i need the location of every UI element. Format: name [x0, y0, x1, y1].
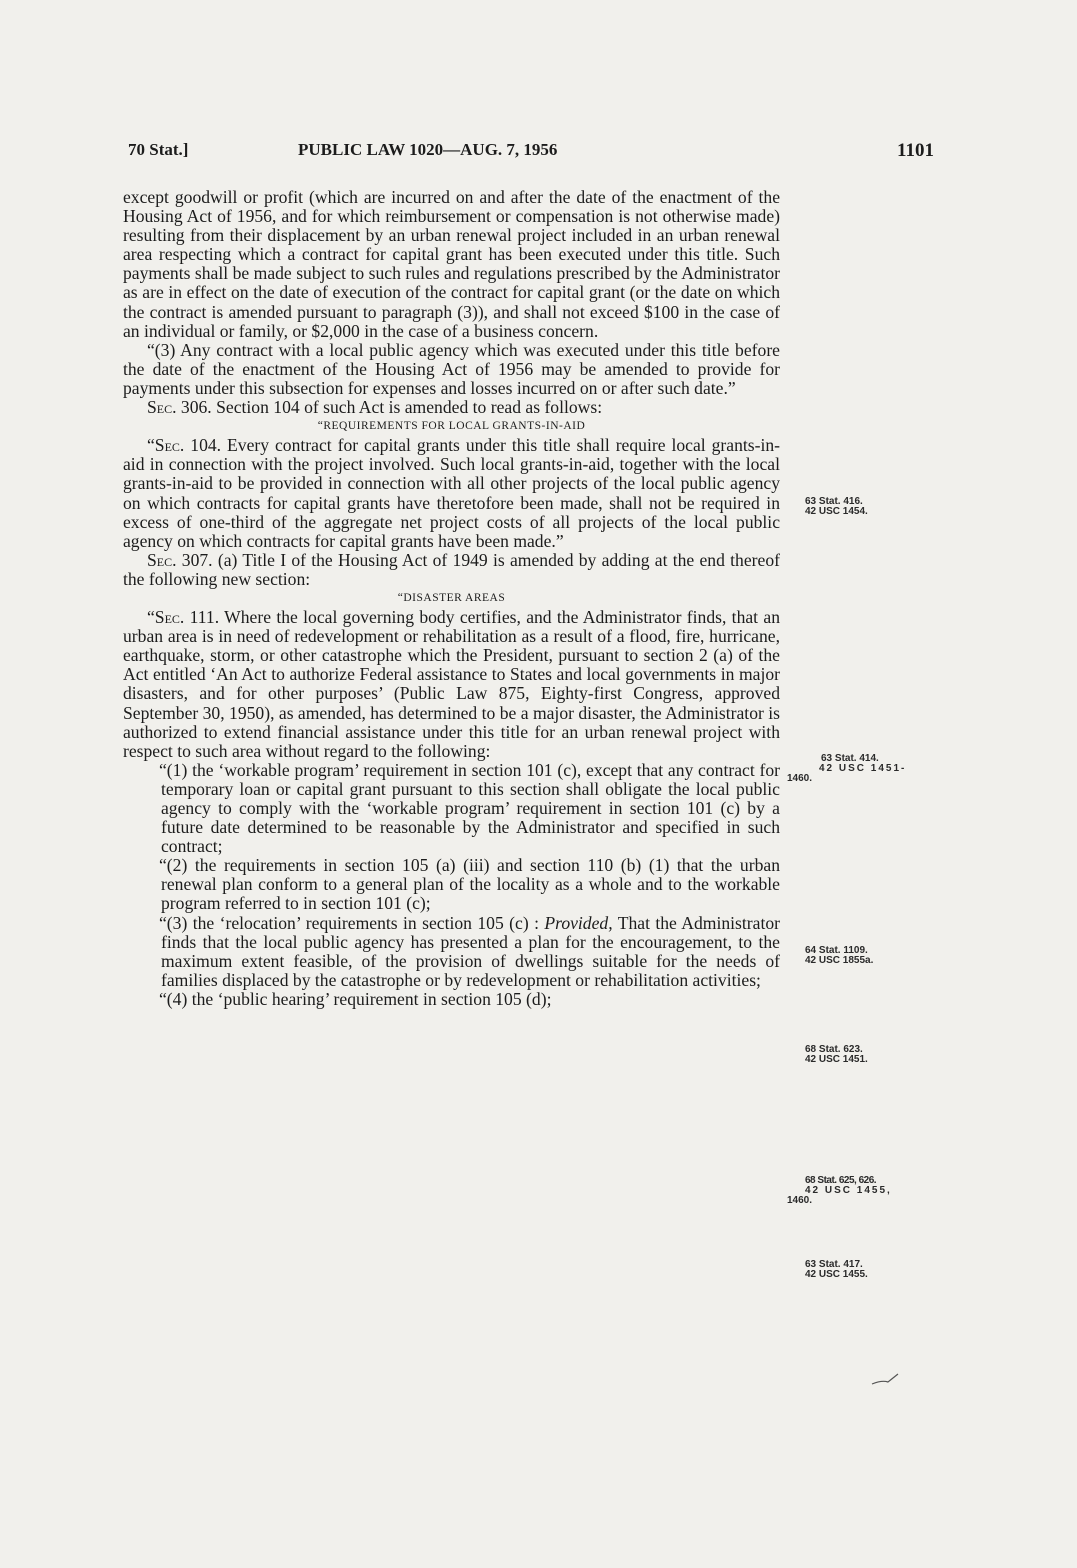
margin-note: [805, 946, 925, 966]
margin-note-line: 42 USC 1451-: [819, 763, 907, 774]
margin-note: [787, 753, 925, 784]
list-item: “(2) the requirements in section 105 (a) (iii) and section 110 (b) (1) that the urban renewal plan conform to a general plan of the locality as a whole and to the workable program referred to in section 101 (c);: [159, 855, 780, 914]
paragraph-subsection-3: “(3) Any contract with a local public agency which was executed under this title before the date of the enactment of the Housing Act of 1956 may be amended to provide for payments under this subsection for expenses and losses incurred on or after such date.”: [123, 339, 780, 398]
heading-disaster-areas: “DISASTER AREAS: [397, 591, 506, 604]
paragraph-sec-306: [123, 398, 780, 417]
section-text: Section 104 of such Act is amended to read as follows:: [211, 397, 603, 418]
margin-note-line: 42 USC 1454.: [805, 506, 868, 517]
body-text: [123, 188, 780, 1009]
section-text: Every contract for capital grants under this title shall require local grants-in-aid in connection with the project involved. Such local grants-in-aid, together with the local grants-in-aid to be provided in connection with all other projects of the local public agency on which contracts for capital grants have theretofore been made, shall not be required in excess of one-third of the aggregate net project costs of all projects of the local public agency on which contracts for capital grants have been made.”: [123, 435, 781, 551]
margin-note: [787, 1175, 925, 1206]
list-item: [123, 914, 780, 990]
margin-note-line: 68 Stat. 625, 626.: [805, 1175, 877, 1186]
margin-note-line: 1460.: [787, 773, 813, 784]
margin-note-line: 64 Stat. 1109.: [805, 945, 868, 956]
section-label: Sec. 307.: [147, 549, 213, 570]
paragraph-continuation: except goodwill or profit (which are incurred on and after the date of the enactment of the Housing Act of 1956, and for which reimbursement or compensation is not otherwise made) resulting from their displacement by an urban renewal project included in an urban renewal area respecting which a contract for capital grant has been executed under this title. Such payments shall be made subject to such rules and regulations prescribed by the Administrator as are in effect on the date of execution of the contract for capital grant (or the date on which the contract is amended pursuant to paragraph (3)), and shall not exceed $100 in the case of an individual or family, or $2,000 in the case of a business concern.: [123, 187, 780, 341]
section-text: Where the local governing body certifies, and the Administrator finds, that an urban area is in need of redevelopment or rehabilitation as a result of a flood, fire, hurricane, earthquake, storm, or other catastrophe which the President, pursuant to section 2 (a) of the Act entitled ‘An Act to authorize Federal assistance to States and local governments in major disasters, and for other purposes’ (Public Law 875, Eighty-first Congress, approved September 30, 1950), as amended, has determined to be a major disaster, the Administrator is authorized to extend financial assistance under this title for an urban renewal project with respect to such area without regard to the following:: [123, 607, 780, 761]
list-item: “(4) the ‘public hearing’ requirement in section 105 (d);: [159, 988, 552, 1009]
margin-note-line: 42 USC 1455.: [805, 1269, 868, 1280]
margin-note-line: 42 USC 1455,: [805, 1185, 892, 1196]
margin-note: [805, 1045, 925, 1065]
paragraph-sec-307: [123, 551, 780, 589]
pencil-mark: [868, 1370, 908, 1390]
page-title: PUBLIC LAW 1020—AUG. 7, 1956: [298, 140, 558, 159]
margin-note-line: 63 Stat. 414.: [821, 753, 879, 764]
heading-local-grants: “REQUIREMENTS FOR LOCAL GRANTS-IN-AID: [317, 420, 586, 433]
page-number: 1101: [897, 140, 934, 161]
paragraph-sec-104: [123, 436, 780, 551]
page-header: [128, 140, 934, 166]
margin-note-line: 42 USC 1451.: [805, 1054, 868, 1065]
list-item: “(1) the ‘workable program’ requirement in section 101 (c), except that any contract for temporary loan or capital grant pursuant to this section shall obligate the local public agency to comply with the ‘workable program’ requirement in section 101 (c) by a future date determined to be reasonable by the Administrator and specified in such contract;: [159, 759, 780, 857]
margin-note-line: 1460.: [787, 1195, 813, 1206]
margin-note-line: 63 Stat. 416.: [805, 496, 863, 507]
paragraph-sec-111: [123, 608, 780, 761]
margin-note-line: 63 Stat. 417.: [805, 1259, 863, 1270]
statute-reference: 70 Stat.]: [128, 140, 189, 159]
section-label: “Sec. 111.: [147, 607, 220, 628]
section-label: Sec. 306.: [147, 397, 212, 418]
margin-note: [805, 497, 925, 517]
proviso-word: Provided,: [544, 912, 613, 933]
item-text: “(3) the ‘relocation’ requirements in section 105 (c) :: [159, 912, 545, 933]
section-label: “Sec. 104.: [147, 435, 222, 456]
margin-note: [805, 1260, 925, 1280]
section-text: (a) Title I of the Housing Act of 1949 is amended by adding at the end thereof the following new section:: [123, 549, 780, 589]
margin-note-line: 68 Stat. 623.: [805, 1044, 863, 1055]
margin-note-line: 42 USC 1855a.: [805, 955, 874, 966]
item-text: That the Administrator finds that the local public agency has presented a plan for the encouragement, to the maximum extent feasible, of the provision of dwellings suitable for the needs of families displaced by the catastrophe or by redevelopment or rehabilitation activities;: [161, 912, 780, 990]
